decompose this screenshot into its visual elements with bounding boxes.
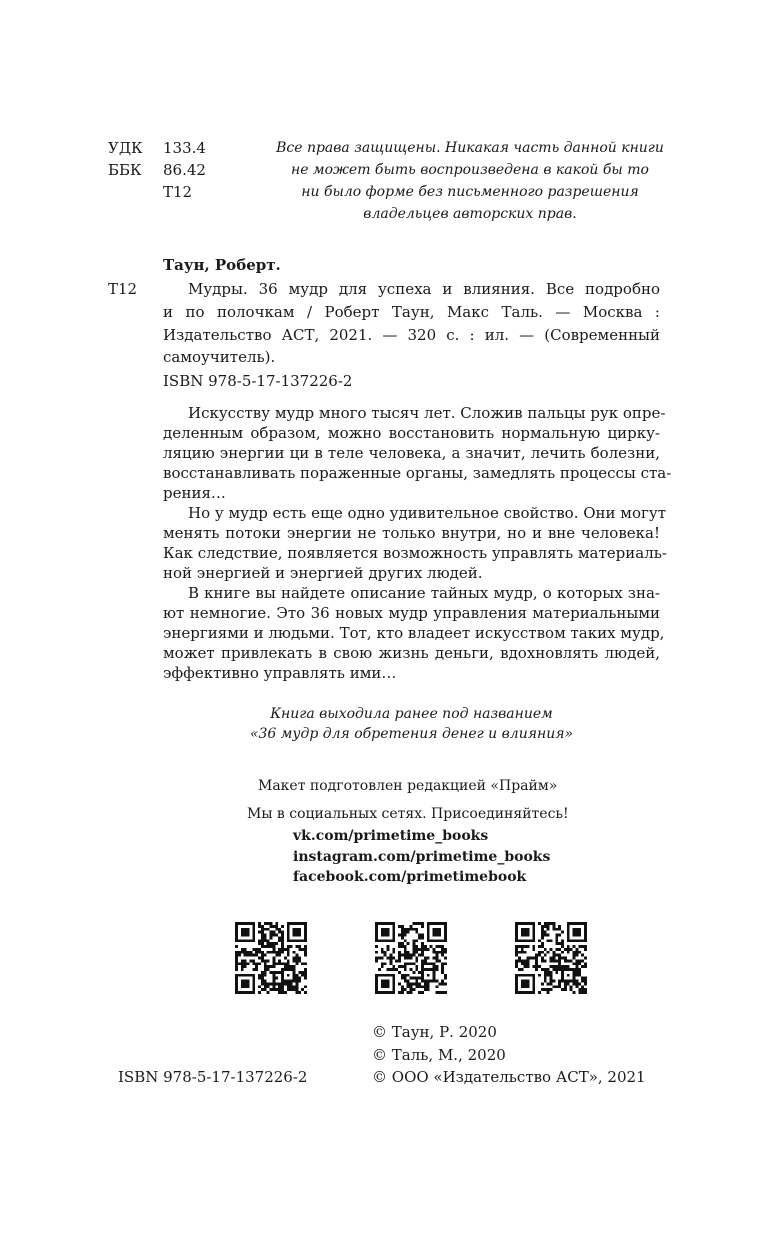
bibliography-mark: Т12 — [108, 280, 138, 298]
layout-credit: Макет подготовлен редакцией «Прайм» — [258, 778, 558, 794]
annotation-line: рения… — [163, 484, 226, 502]
social-link-vk[interactable]: vk.com/primetime_books — [293, 828, 489, 844]
annotation-line: эффективно управлять ими… — [163, 664, 397, 682]
annotation-line: менять потоки энергии не только внутри, но и вне человека! — [163, 524, 660, 542]
annotation-line: деленным образом, можно восстановить нормальную цирку- — [163, 424, 660, 442]
annotation-line: может привлекать в свою жизнь деньги, вдохновлять людей, — [163, 644, 660, 662]
annotation-line: восстанавливать пораженные органы, замедлять процессы ста- — [163, 464, 672, 482]
annotation-line: Как следствие, появляется возможность управлять материаль- — [163, 544, 667, 562]
rights-line: владельцев авторских прав. — [363, 206, 577, 222]
annotation-line: В книге вы найдете описание тайных мудр, о которых зна- — [188, 584, 660, 602]
rights-line: Все права защищены. Никакая часть данной книги — [276, 140, 664, 156]
copyright-line: © Таун, Р. 2020 — [372, 1023, 497, 1041]
annotation-line: Но у мудр есть еще одно удивительное свойство. Они могут — [188, 504, 666, 522]
social-heading: Мы в социальных сетях. Присоединяйтесь! — [247, 806, 569, 822]
isbn: ISBN 978-5-17-137226-2 — [163, 372, 353, 390]
annotation-line: ют немногие. Это 36 новых мудр управления материальными — [163, 604, 660, 622]
bibliography-line: Издательство АСТ, 2021. — 320 с. : ил. — (Современный — [163, 326, 660, 344]
bibliography-line: самоучитель). — [163, 348, 276, 366]
copyright-line: © ООО «Издательство АСТ», 2021 — [372, 1068, 646, 1086]
bbk-label: ББК — [108, 161, 142, 179]
annotation-line: ной энергией и энергией других людей. — [163, 564, 483, 582]
bibliography-line: и по полочкам / Роберт Таун, Макс Таль. — Москва : — [163, 303, 660, 321]
rights-line: не может быть воспроизведена в какой бы то — [291, 162, 649, 178]
qr-code-facebook — [515, 922, 587, 994]
qr-code-instagram — [375, 922, 447, 994]
previous-title-line: Книга выходила ранее под названием — [270, 706, 553, 722]
qr-code-vk — [235, 922, 307, 994]
social-link-facebook[interactable]: facebook.com/primetimebook — [293, 869, 527, 885]
previous-title-line: «36 мудр для обретения денег и влияния» — [249, 726, 574, 742]
annotation-line: ляцию энергии ци в теле человека, а значит, лечить болезни, — [163, 444, 660, 462]
bibliography-line: Мудры. 36 мудр для успеха и влияния. Все подробно — [188, 280, 660, 298]
social-link-instagram[interactable]: instagram.com/primetime_books — [293, 849, 551, 865]
udk-value: 133.4 — [163, 139, 206, 157]
author-heading: Таун, Роберт. — [163, 256, 281, 274]
author-mark: Т12 — [163, 183, 193, 201]
footer-isbn: ISBN 978-5-17-137226-2 — [118, 1068, 308, 1086]
annotation-line: Искусству мудр много тысяч лет. Сложив пальцы рук опре- — [188, 404, 666, 422]
bbk-value: 86.42 — [163, 161, 206, 179]
udk-label: УДК — [108, 139, 143, 157]
rights-line: ни было форме без письменного разрешения — [301, 184, 639, 200]
annotation-line: энергиями и людьми. Тот, кто владеет искусством таких мудр, — [163, 624, 665, 642]
copyright-line: © Таль, М., 2020 — [372, 1046, 506, 1064]
